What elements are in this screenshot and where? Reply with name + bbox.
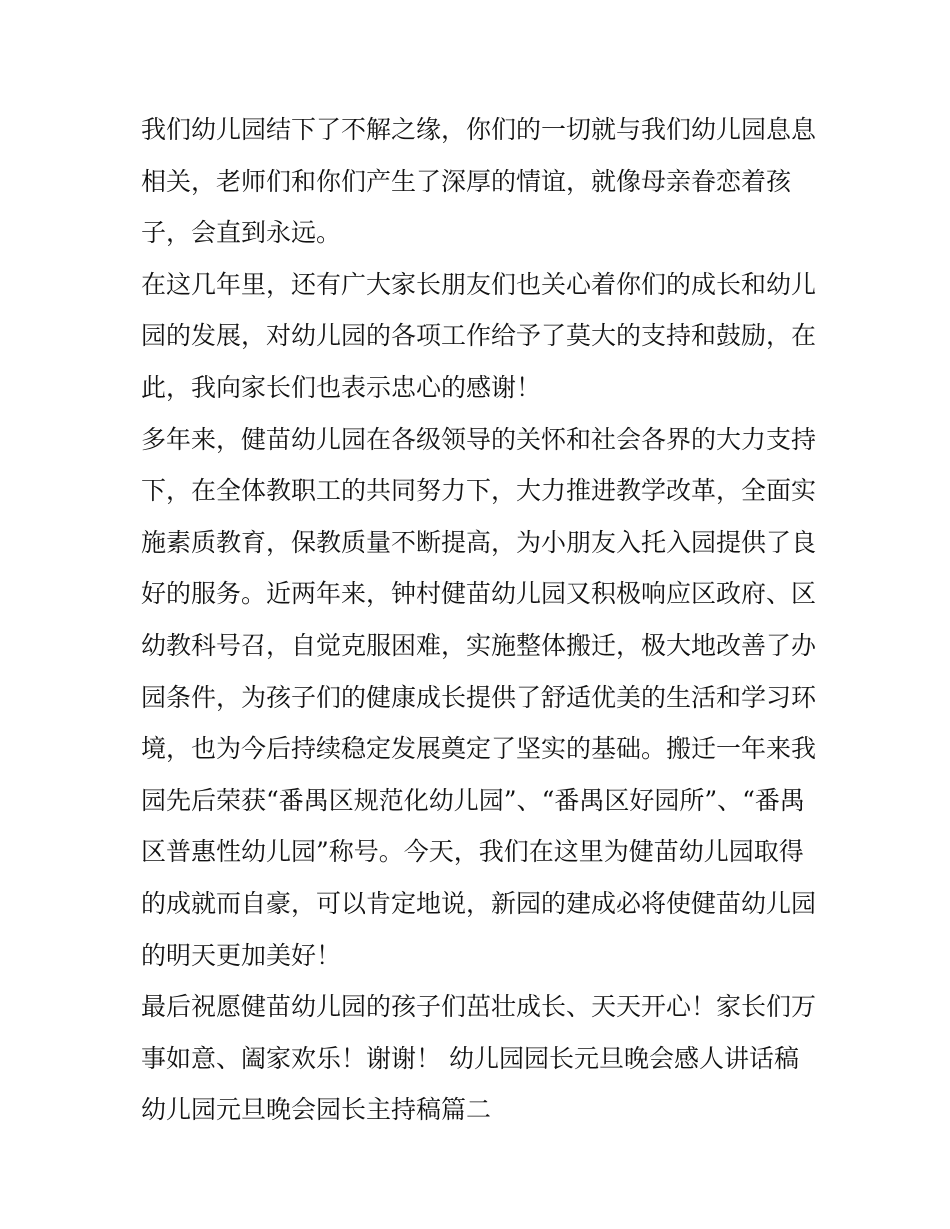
text-line: 的明天更加美好！ — [141, 940, 342, 970]
text-line: 的成就而自豪，可以肯定地说，新园的建成必将使健苗幼儿园 — [141, 888, 817, 918]
text-line: 园先后荣获“番禺区规范化幼儿园”、“番禺区好园所”、“番禺 — [141, 785, 805, 815]
text-line: 施素质教育，保教质量不断提高，为小朋友入托入园提供了良 — [141, 527, 817, 557]
text-line: 幼儿园元旦晚会园长主持稿篇二 — [141, 1095, 492, 1125]
text-line: 幼教科号召，自觉克服困难，实施整体搬迁，极大地改善了办 — [141, 630, 817, 660]
text-line: 在这几年里，还有广大家长朋友们也关心着你们的成长和幼儿 — [141, 269, 817, 299]
text-line: 境，也为今后持续稳定发展奠定了坚实的基础。搬迁一年来我 — [141, 734, 817, 764]
text-line: 相关，老师们和你们产生了深厚的情谊，就像母亲眷恋着孩 — [141, 166, 792, 196]
text-line: 我们幼儿园结下了不解之缘，你们的一切就与我们幼儿园息息 — [141, 115, 817, 144]
text-line: 园的发展，对幼儿园的各项工作给予了莫大的支持和鼓励，在 — [141, 321, 817, 351]
document-body — [141, 108, 821, 1140]
text-line: 最后祝愿健苗幼儿园的孩子们茁壮成长、天天开心！家长们万 — [141, 992, 817, 1022]
text-line: 园条件，为孩子们的健康成长提供了舒适优美的生活和学习环 — [141, 682, 817, 712]
text-line: 此，我向家长们也表示忠心的感谢！ — [141, 372, 542, 402]
text-line: 子，会直到永远。 — [141, 218, 342, 248]
text-line: 好的服务。近两年来，钟村健苗幼儿园又积极响应区政府、区 — [141, 579, 817, 609]
text-line: 区普惠性幼儿园”称号。今天，我们在这里为健苗幼儿园取得 — [141, 837, 804, 867]
text-line: 多年来，健苗幼儿园在各级领导的关怀和社会各界的大力支持 — [141, 424, 817, 454]
text-line: 下，在全体教职工的共同努力下，大力推进教学改革，全面实 — [141, 476, 817, 506]
text-line: 事如意、阖家欢乐！谢谢！ 幼儿园园长元旦晚会感人讲话稿 — [141, 1043, 799, 1073]
